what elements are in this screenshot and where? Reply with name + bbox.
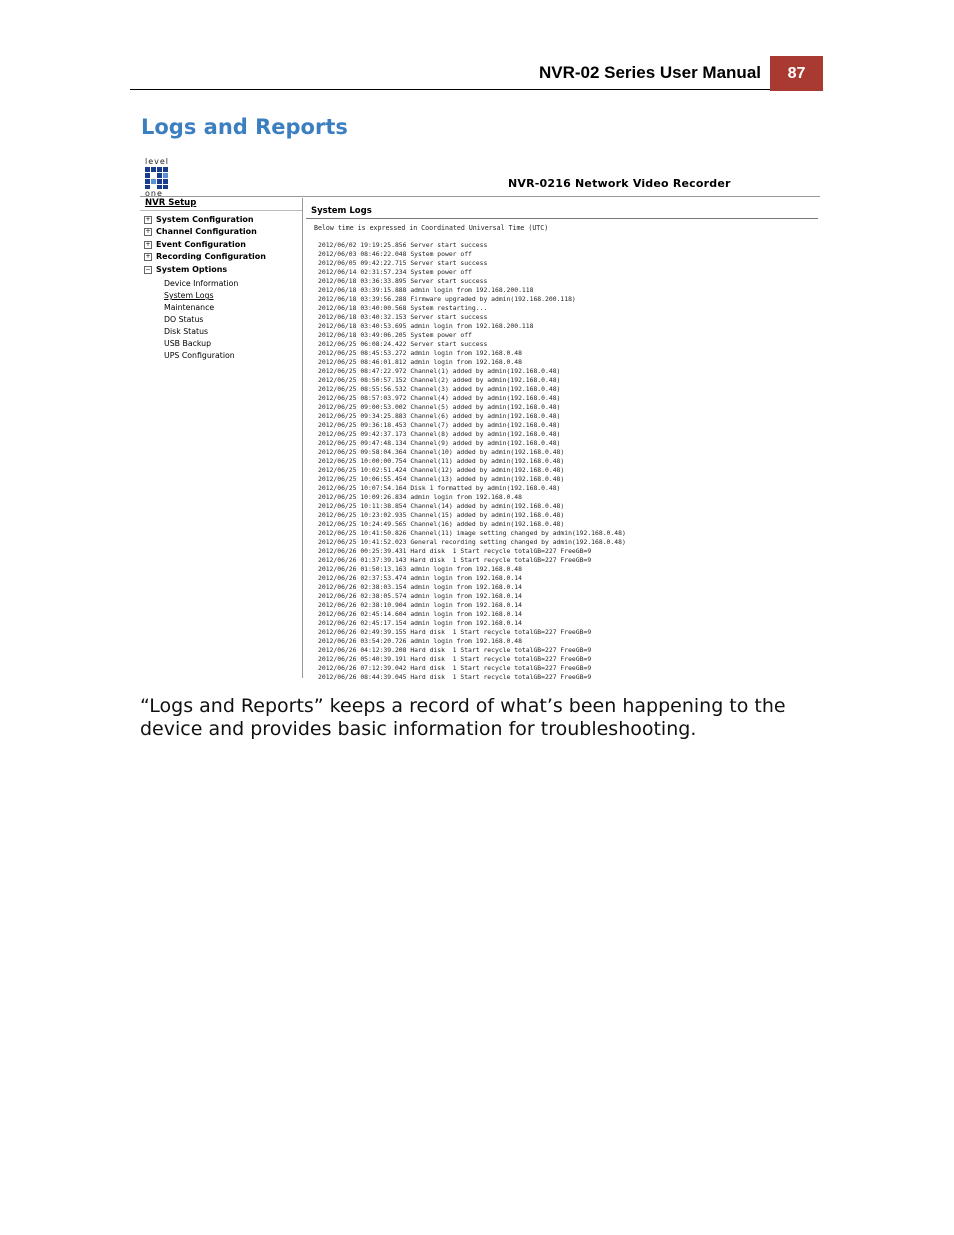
menu-label: Event Configuration	[156, 240, 246, 249]
log-entry: 2012/06/05 09:42:22.715 Server start success	[318, 259, 488, 267]
log-entry: 2012/06/18 03:36:33.895 Server start success	[318, 277, 488, 285]
log-entry: 2012/06/25 08:47:22.972 Channel(1) added by admin(192.168.0.48)	[318, 367, 561, 375]
app-title: NVR-0216 Network Video Recorder	[508, 177, 731, 190]
log-entry: 2012/06/25 09:47:48.134 Channel(9) added by admin(192.168.0.48)	[318, 439, 561, 447]
log-entry: 2012/06/25 10:06:55.454 Channel(13) added by admin(192.168.0.48)	[318, 475, 565, 483]
log-entry: 2012/06/18 03:49:06.205 System power off	[318, 331, 472, 339]
log-entry: 2012/06/25 09:42:37.173 Channel(8) added by admin(192.168.0.48)	[318, 430, 561, 438]
menu-recording-configuration[interactable]	[144, 252, 266, 262]
log-entry: 2012/06/25 10:24:49.565 Channel(16) added by admin(192.168.0.48)	[318, 520, 565, 528]
log-entry: 2012/06/26 01:37:39.143 Hard disk 1 Start recycle totalGB=227 FreeGB=9	[318, 556, 592, 564]
log-entry: 2012/06/26 01:50:13.163 admin login from 192.168.0.48	[318, 565, 522, 573]
log-entry: 2012/06/18 03:40:53.695 admin login from 192.168.200.118	[318, 322, 534, 330]
log-entry: 2012/06/25 10:02:51.424 Channel(12) added by admin(192.168.0.48)	[318, 466, 565, 474]
submenu-do-status[interactable]: DO Status	[164, 315, 204, 324]
panel-title: System Logs	[311, 206, 372, 216]
menu-label: Recording Configuration	[156, 252, 266, 261]
log-entry: 2012/06/25 10:23:02.935 Channel(15) added by admin(192.168.0.48)	[318, 511, 565, 519]
sidebar-divider	[140, 210, 302, 211]
logo-text-top: level	[145, 157, 170, 166]
log-entry: 2012/06/18 03:39:15.888 admin login from 192.168.200.118	[318, 286, 534, 294]
menu-system-configuration[interactable]	[144, 215, 254, 225]
log-entry: 2012/06/14 02:31:57.234 System power off	[318, 268, 472, 276]
log-entry: 2012/06/25 10:09:26.834 admin login from 192.168.0.48	[318, 493, 522, 501]
log-entry: 2012/06/26 08:44:39.045 Hard disk 1 Start recycle totalGB=227 FreeGB=9	[318, 673, 592, 680]
logo-grid-icon	[145, 167, 169, 189]
panel-divider	[306, 218, 818, 219]
log-entry: 2012/06/18 03:39:56.288 Firmware upgraded by admin(192.168.200.118)	[318, 295, 576, 303]
plus-box-icon[interactable]: +	[145, 228, 151, 235]
log-entry: 2012/06/25 09:34:25.883 Channel(6) added by admin(192.168.0.48)	[318, 412, 561, 420]
log-entry: 2012/06/18 03:40:32.153 Server start success	[318, 313, 488, 321]
plus-box-icon[interactable]: +	[145, 241, 151, 248]
log-entry: 2012/06/26 02:45:14.604 admin login from 192.168.0.14	[318, 610, 522, 618]
log-entry: 2012/06/25 09:58:04.364 Channel(10) added by admin(192.168.0.48)	[318, 448, 565, 456]
menu-channel-configuration[interactable]	[144, 227, 257, 237]
plus-box-icon[interactable]: +	[145, 253, 151, 260]
header-divider	[130, 89, 770, 90]
system-logs-panel	[306, 198, 818, 678]
submenu-ups-configuration[interactable]: UPS Configuration	[164, 351, 235, 360]
section-heading: Logs and Reports	[141, 115, 348, 139]
utc-note: Below time is expressed in Coordinated Universal Time (UTC)	[314, 224, 549, 232]
log-entry: 2012/06/25 09:36:18.453 Channel(7) added by admin(192.168.0.48)	[318, 421, 561, 429]
submenu-device-information[interactable]: Device Information	[164, 279, 239, 288]
menu-label: System Options	[156, 265, 228, 274]
caption-text: “Logs and Reports” keeps a record of what’s been happening to the device and provides basic information for troubleshooting.	[140, 695, 786, 740]
log-entry: 2012/06/25 08:57:03.972 Channel(4) added by admin(192.168.0.48)	[318, 394, 561, 402]
log-entry: 2012/06/02 19:19:25.856 Server start success	[318, 241, 488, 249]
log-entry: 2012/06/25 10:11:38.854 Channel(14) added by admin(192.168.0.48)	[318, 502, 565, 510]
menu-label: Channel Configuration	[156, 227, 257, 236]
app-header-divider	[140, 196, 820, 197]
log-entry: 2012/06/26 03:54:20.726 admin login from 192.168.0.48	[318, 637, 522, 645]
logo-text-bottom: one	[145, 189, 163, 198]
log-entry: 2012/06/26 02:38:10.904 admin login from 192.168.0.14	[318, 601, 522, 609]
plus-box-icon[interactable]: +	[145, 216, 151, 223]
submenu-usb-backup[interactable]: USB Backup	[164, 339, 212, 348]
log-entry: 2012/06/26 02:38:03.154 admin login from 192.168.0.14	[318, 583, 522, 591]
log-entry: 2012/06/26 02:37:53.474 admin login from 192.168.0.14	[318, 574, 522, 582]
menu-system-options[interactable]	[144, 265, 227, 275]
log-entry: 2012/06/03 08:46:22.048 System power off	[318, 250, 472, 258]
log-entry: 2012/06/26 05:40:39.191 Hard disk 1 Start recycle totalGB=227 FreeGB=9	[318, 655, 592, 663]
log-entry: 2012/06/25 08:45:53.272 admin login from 192.168.0.48	[318, 349, 522, 357]
menu-event-configuration[interactable]	[144, 240, 246, 250]
nvr-setup-link[interactable]: NVR Setup	[145, 198, 197, 208]
log-entry: 2012/06/25 10:41:52.023 General recording setting changed by admin(192.168.0.48)	[318, 538, 626, 546]
log-entry: 2012/06/26 02:45:17.154 admin login from 192.168.0.14	[318, 619, 522, 627]
nvr-screenshot	[140, 155, 820, 680]
log-entry: 2012/06/26 07:12:39.042 Hard disk 1 Start recycle totalGB=227 FreeGB=9	[318, 664, 592, 672]
log-entry: 2012/06/25 10:00:00.754 Channel(11) added by admin(192.168.0.48)	[318, 457, 565, 465]
minus-box-icon[interactable]: −	[145, 266, 151, 273]
log-entry: 2012/06/26 00:25:39.431 Hard disk 1 Start recycle totalGB=227 FreeGB=9	[318, 547, 592, 555]
log-entry: 2012/06/25 08:46:01.812 admin login from 192.168.0.48	[318, 358, 522, 366]
log-entry: 2012/06/25 10:41:50.826 Channel(11) image setting changed by admin(192.168.0.48)	[318, 529, 626, 537]
log-entry: 2012/06/26 02:38:05.574 admin login from 192.168.0.14	[318, 592, 522, 600]
log-entry: 2012/06/26 02:49:39.155 Hard disk 1 Start recycle totalGB=227 FreeGB=9	[318, 628, 592, 636]
menu-label: System Configuration	[156, 215, 254, 224]
log-entry: 2012/06/18 03:40:00.568 System restarting...	[318, 304, 488, 312]
log-entry: 2012/06/25 08:55:56.532 Channel(3) added by admin(192.168.0.48)	[318, 385, 561, 393]
submenu-system-logs[interactable]: System Logs	[164, 291, 214, 300]
page-number: 87	[770, 56, 823, 91]
submenu-disk-status[interactable]: Disk Status	[164, 327, 209, 336]
levelone-logo	[145, 157, 175, 199]
submenu-maintenance[interactable]: Maintenance	[164, 303, 215, 312]
log-entry: 2012/06/25 10:07:54.164 Disk 1 formatted by admin(192.168.0.48)	[318, 484, 561, 492]
sidebar	[140, 198, 303, 678]
log-entry: 2012/06/25 08:50:57.152 Channel(2) added by admin(192.168.0.48)	[318, 376, 561, 384]
log-entry: 2012/06/25 09:00:53.002 Channel(5) added by admin(192.168.0.48)	[318, 403, 561, 411]
log-entry: 2012/06/25 06:08:24.422 Server start success	[318, 340, 488, 348]
log-entry: 2012/06/26 04:12:39.208 Hard disk 1 Start recycle totalGB=227 FreeGB=9	[318, 646, 592, 654]
manual-title: NVR-02 Series User Manual	[538, 63, 761, 82]
log-list	[318, 241, 626, 680]
